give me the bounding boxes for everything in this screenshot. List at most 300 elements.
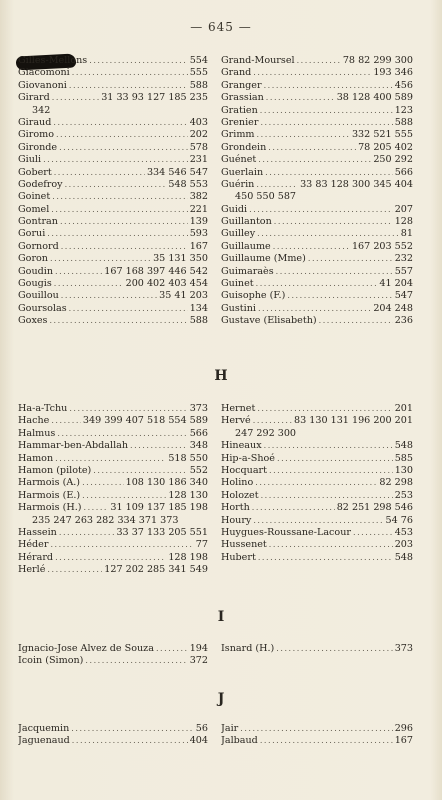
dot-leader — [297, 55, 341, 67]
index-entry — [18, 502, 208, 514]
index-entry — [221, 167, 413, 179]
dot-leader — [82, 490, 166, 502]
index-entry — [221, 67, 413, 79]
index-entry — [221, 465, 413, 477]
entry-name: Granger — [221, 79, 262, 91]
index-entry — [18, 655, 208, 667]
index-entry — [221, 527, 413, 539]
entry-pages: 201 — [394, 403, 413, 414]
dot-leader — [61, 290, 157, 302]
entry-name: Hussenet — [221, 539, 267, 551]
index-entry — [18, 453, 208, 465]
index-entry — [18, 179, 208, 191]
index-entry — [221, 502, 413, 514]
entry-name: Herlé — [18, 564, 46, 576]
index-entry — [18, 539, 208, 551]
entry-pages: 548 — [394, 551, 413, 563]
section-i-right-column — [221, 643, 413, 655]
dot-leader — [69, 403, 187, 415]
index-entry-continuation — [18, 515, 208, 527]
entry-name: Hassein — [18, 526, 57, 538]
dot-leader — [55, 266, 102, 278]
index-entry — [221, 723, 413, 735]
entry-pages: 593 — [189, 228, 208, 240]
entry-name: Guérin — [221, 178, 255, 190]
entry-name: Jair — [221, 723, 239, 734]
entry-name: Houry — [221, 514, 252, 526]
entry-pages: 236 — [394, 315, 413, 327]
section-g-left-column — [18, 55, 208, 328]
index-entry-continuation — [221, 191, 413, 203]
dot-leader — [260, 735, 393, 747]
entry-pages: 518 550 — [168, 452, 208, 464]
dot-leader — [43, 154, 188, 166]
index-entry — [221, 216, 413, 228]
dot-leader — [93, 465, 187, 477]
entry-name: 247 292 300 — [235, 427, 297, 439]
entry-name: Guisophe (F.) — [221, 290, 286, 302]
entry-pages: 585 — [394, 452, 413, 464]
dot-leader — [156, 643, 188, 655]
dot-leader — [61, 241, 188, 253]
entry-name: Ignacio-Jose Alvez de Souza — [18, 643, 154, 654]
dot-leader — [269, 465, 393, 477]
dot-leader — [84, 502, 109, 514]
entry-name: Goudin — [18, 265, 54, 277]
section-letter-i: I — [217, 609, 225, 625]
entry-name: Grand — [221, 67, 252, 79]
index-entry — [18, 723, 208, 735]
dot-leader — [55, 453, 166, 465]
section-j-left-column — [18, 723, 208, 748]
entry-name: Gouillou — [18, 290, 59, 302]
entry-pages: 203 — [394, 539, 413, 551]
index-entry — [18, 278, 208, 290]
index-entry — [221, 303, 413, 315]
entry-pages: 128 130 — [168, 489, 208, 501]
entry-pages: 56 — [195, 723, 208, 734]
dot-leader — [261, 490, 393, 502]
index-entry — [221, 552, 413, 564]
index-entry — [221, 80, 413, 92]
entry-name: Horth — [221, 502, 250, 514]
entry-name: Guénet — [221, 154, 257, 166]
entry-name: 235 247 263 282 334 371 373 — [32, 514, 179, 526]
index-entry — [18, 253, 208, 265]
dot-leader — [257, 403, 392, 415]
index-entry — [18, 735, 208, 747]
dot-leader — [276, 266, 393, 278]
index-entry — [221, 453, 413, 465]
entry-pages: 78 82 299 300 — [342, 55, 413, 66]
entry-name: Goxes — [18, 315, 48, 327]
entry-pages: 41 204 — [379, 278, 413, 290]
index-entry — [221, 92, 413, 104]
entry-name: Gilles-Mellons — [18, 55, 88, 66]
index-entry — [221, 477, 413, 489]
index-entry — [221, 278, 413, 290]
dot-leader — [265, 167, 393, 179]
entry-pages: 81 — [400, 228, 413, 240]
entry-pages: 332 521 555 — [351, 129, 413, 141]
entry-name: Gironde — [18, 141, 58, 153]
dot-leader — [72, 67, 188, 79]
dot-leader — [252, 502, 335, 514]
entry-name: Gomel — [18, 203, 50, 215]
dot-leader — [49, 315, 187, 327]
index-entry — [18, 241, 208, 253]
index-entry — [18, 415, 208, 427]
entry-pages: 232 — [394, 253, 413, 265]
index-entry — [221, 415, 413, 427]
dot-leader — [50, 539, 193, 551]
index-entry — [18, 117, 208, 129]
index-entry — [221, 179, 413, 191]
dot-leader — [85, 655, 187, 667]
entry-pages: 296 — [394, 723, 413, 734]
entry-name: Hamon — [18, 452, 54, 464]
index-entry — [221, 117, 413, 129]
entry-name: Héder — [18, 539, 49, 551]
entry-name: Godefroy — [18, 178, 63, 190]
entry-name: Giuli — [18, 154, 42, 166]
entry-name: Grondein — [221, 141, 267, 153]
entry-pages: 128 — [394, 216, 413, 228]
dot-leader — [287, 290, 392, 302]
entry-pages: 193 346 — [373, 67, 413, 79]
entry-name: Jacquemin — [18, 723, 70, 734]
entry-name: Hocquart — [221, 464, 267, 476]
entry-pages: 33 37 133 205 551 — [116, 526, 208, 538]
dot-leader — [266, 92, 335, 104]
index-entry — [221, 643, 413, 655]
entry-pages: 128 198 — [168, 551, 208, 563]
index-entry — [18, 527, 208, 539]
index-entry-continuation — [18, 105, 208, 117]
dot-leader — [60, 216, 188, 228]
index-entry — [221, 735, 413, 747]
index-entry — [221, 142, 413, 154]
dot-leader — [51, 204, 187, 216]
entry-pages: 167 168 397 446 542 — [104, 265, 208, 277]
entry-name: Gustini — [221, 302, 256, 314]
index-entry — [221, 515, 413, 527]
entry-name: Harmois (H.) — [18, 502, 82, 514]
entry-name: Hammar-ben-Abdallah — [18, 440, 129, 452]
dot-leader — [54, 278, 124, 290]
dot-leader — [256, 179, 298, 191]
entry-pages: 348 — [189, 440, 208, 452]
entry-pages: 373 — [189, 403, 208, 414]
index-entry — [221, 253, 413, 265]
dot-leader — [260, 105, 393, 117]
index-entry — [18, 67, 208, 79]
entry-name: Jaguenaud — [18, 735, 70, 747]
entry-pages: 588 — [189, 315, 208, 327]
entry-pages: 194 — [189, 643, 208, 654]
entry-name: Hervé — [221, 415, 251, 427]
entry-name: Holino — [221, 477, 254, 489]
index-entry — [18, 55, 208, 67]
entry-pages: 555 — [189, 67, 208, 79]
entry-name: Hache — [18, 415, 50, 427]
index-entry — [18, 204, 208, 216]
dot-leader — [256, 278, 378, 290]
section-letter-j: J — [217, 691, 225, 707]
dot-leader — [269, 539, 393, 551]
entry-pages: 349 399 407 518 554 589 — [82, 415, 208, 427]
entry-pages: 33 83 128 300 345 404 — [300, 178, 413, 190]
section-g-right-column — [221, 55, 413, 328]
dot-leader — [52, 191, 187, 203]
dot-leader — [52, 92, 99, 104]
dot-leader — [65, 179, 167, 191]
index-entry — [18, 80, 208, 92]
index-entry — [18, 428, 208, 440]
entry-pages: 588 — [394, 116, 413, 128]
entry-pages: 134 — [189, 302, 208, 314]
dot-leader — [253, 415, 292, 427]
dot-leader — [89, 55, 187, 67]
entry-name: Hamon (pilote) — [18, 464, 92, 476]
entry-pages: 253 — [394, 489, 413, 501]
entry-name: Hérard — [18, 551, 54, 563]
entry-pages: 221 — [189, 203, 208, 215]
dot-leader — [71, 723, 194, 735]
entry-pages: 566 — [394, 166, 413, 178]
index-entry — [18, 477, 208, 489]
dot-leader — [274, 216, 393, 228]
entry-name: Icoin (Simon) — [18, 655, 84, 667]
entry-pages: 202 — [189, 129, 208, 141]
entry-pages: 456 — [394, 79, 413, 91]
entry-name: Harmois (A.) — [18, 477, 81, 489]
dot-leader — [47, 228, 187, 240]
dot-leader — [276, 643, 392, 655]
entry-pages: 108 130 186 340 — [125, 477, 208, 489]
dot-leader — [59, 527, 115, 539]
entry-pages: 83 130 131 196 200 201 — [293, 415, 413, 427]
dot-leader — [72, 735, 188, 747]
index-entry — [18, 129, 208, 141]
entry-name: Harmois (E.) — [18, 489, 81, 501]
entry-pages: 38 128 400 589 — [336, 92, 413, 104]
entry-pages: 139 — [189, 216, 208, 228]
index-entry — [221, 129, 413, 141]
entry-name: Gorui — [18, 228, 46, 240]
entry-name: Goinet — [18, 191, 51, 203]
entry-name: Goron — [18, 253, 48, 265]
entry-name: Halmus — [18, 427, 56, 439]
dot-leader — [57, 428, 187, 440]
entry-name: Gougis — [18, 278, 52, 290]
entry-pages: 35 41 203 — [159, 290, 208, 302]
entry-pages: 403 — [189, 116, 208, 128]
dot-leader — [308, 253, 393, 265]
dot-leader — [82, 477, 124, 489]
entry-pages: 548 553 — [168, 178, 208, 190]
dot-leader — [130, 440, 188, 452]
entry-pages: 382 — [189, 191, 208, 203]
entry-pages: 82 298 — [379, 477, 413, 489]
dot-leader — [249, 204, 393, 216]
entry-pages: 78 205 402 — [358, 141, 413, 153]
index-entry — [221, 204, 413, 216]
index-entry — [18, 290, 208, 302]
entry-pages: 123 — [394, 104, 413, 116]
entry-pages: 207 — [394, 203, 413, 215]
index-entry — [18, 564, 208, 576]
index-entry — [221, 539, 413, 551]
entry-name: Guillaume (Mme) — [221, 253, 306, 265]
index-entry — [221, 490, 413, 502]
dot-leader — [69, 303, 188, 315]
entry-pages: 31 33 93 127 185 235 — [101, 92, 208, 104]
index-entry — [18, 266, 208, 278]
index-entry — [18, 167, 208, 179]
entry-pages: 77 — [195, 539, 208, 551]
entry-name: Huygues-Roussane-Lacour — [221, 526, 351, 538]
index-entry — [221, 55, 413, 67]
index-entry — [221, 154, 413, 166]
entry-name: Guilley — [221, 228, 256, 240]
dot-leader — [240, 723, 392, 735]
entry-pages: 31 109 137 185 198 — [110, 502, 208, 514]
dot-leader — [353, 527, 393, 539]
entry-name: Grimm — [221, 129, 255, 141]
entry-name: 450 550 587 — [235, 191, 297, 203]
dot-leader — [258, 154, 371, 166]
entry-pages: 231 — [189, 154, 208, 166]
index-entry — [18, 142, 208, 154]
entry-name: Jalbaud — [221, 735, 258, 747]
entry-name: Gustave (Elisabeth) — [221, 315, 317, 327]
dot-leader — [277, 453, 393, 465]
dot-leader — [255, 477, 377, 489]
index-entry — [18, 315, 208, 327]
index-entry — [18, 490, 208, 502]
entry-name: Hernet — [221, 403, 256, 414]
entry-name: Goursolas — [18, 302, 67, 314]
dot-leader — [59, 142, 188, 154]
index-entry — [221, 315, 413, 327]
index-entry — [221, 266, 413, 278]
index-entry — [18, 643, 208, 655]
dot-leader — [258, 303, 371, 315]
entry-pages: 130 — [394, 464, 413, 476]
index-entry — [18, 154, 208, 166]
entry-pages: 82 251 298 546 — [336, 502, 413, 514]
index-entry — [221, 403, 413, 415]
entry-name: Grassian — [221, 92, 264, 104]
index-entry — [18, 440, 208, 452]
entry-name: Guinet — [221, 278, 254, 290]
dot-leader — [55, 552, 166, 564]
index-entry — [18, 552, 208, 564]
index-entry — [221, 241, 413, 253]
index-entry — [221, 105, 413, 117]
dot-leader — [53, 117, 187, 129]
index-entry — [18, 403, 208, 415]
entry-name: Guidi — [221, 203, 248, 215]
entry-pages: 373 — [394, 643, 413, 654]
dot-leader — [54, 167, 145, 179]
dot-leader — [253, 515, 383, 527]
index-entry — [18, 303, 208, 315]
entry-pages: 167 203 552 — [351, 240, 413, 252]
entry-pages: 54 76 — [385, 514, 413, 526]
entry-name: Hip-a-Shoé — [221, 452, 275, 464]
index-entry — [18, 216, 208, 228]
section-h-right-column — [221, 403, 413, 564]
index-entry — [18, 465, 208, 477]
entry-name: Isnard (H.) — [221, 643, 275, 654]
dot-leader — [264, 440, 393, 452]
section-j-right-column — [221, 723, 413, 748]
dot-leader — [268, 142, 356, 154]
dot-leader — [47, 564, 102, 576]
entry-pages: 453 — [394, 526, 413, 538]
entry-name: Guillanton — [221, 216, 272, 228]
dot-leader — [50, 253, 151, 265]
entry-pages: 334 546 547 — [146, 166, 208, 178]
entry-pages: 250 292 — [373, 154, 413, 166]
entry-pages: 127 202 285 341 549 — [104, 564, 208, 576]
dot-leader — [264, 80, 393, 92]
dot-leader — [258, 552, 393, 564]
entry-name: Hubert — [221, 551, 256, 563]
entry-pages: 167 — [189, 240, 208, 252]
entry-pages: 547 — [394, 290, 413, 302]
index-entry — [18, 191, 208, 203]
entry-name: Girard — [18, 92, 50, 104]
entry-name: Guerlain — [221, 166, 264, 178]
dot-leader — [253, 67, 371, 79]
entry-pages: 557 — [394, 265, 413, 277]
entry-pages: 566 — [189, 427, 208, 439]
entry-name: Giromo — [18, 129, 54, 141]
dot-leader — [257, 228, 399, 240]
entry-pages: 404 — [189, 735, 208, 747]
entry-name: 342 — [32, 104, 51, 116]
entry-name: Grand-Moursel — [221, 55, 295, 66]
entry-name: Giraud — [18, 116, 52, 128]
index-entry-continuation — [221, 428, 413, 440]
dot-leader — [69, 80, 188, 92]
entry-name: Guillaume — [221, 240, 271, 252]
entry-pages: 578 — [189, 141, 208, 153]
index-entry — [221, 228, 413, 240]
section-h-left-column — [18, 403, 208, 576]
dot-leader — [319, 315, 393, 327]
entry-pages: 167 — [394, 735, 413, 747]
dot-leader — [273, 241, 350, 253]
entry-name: Giovanoni — [18, 79, 67, 91]
page-number: — 645 — — [190, 20, 252, 34]
entry-pages: 204 248 — [373, 302, 413, 314]
entry-name: Gontran — [18, 216, 58, 228]
entry-pages: 588 — [189, 79, 208, 91]
entry-name: Hineaux — [221, 440, 262, 452]
entry-name: Gornord — [18, 240, 59, 252]
dot-leader — [51, 415, 81, 427]
entry-name: Gobert — [18, 166, 52, 178]
entry-name: Holozet — [221, 489, 259, 501]
entry-pages: 372 — [189, 655, 208, 667]
entry-pages: 552 — [189, 464, 208, 476]
section-i-left-column — [18, 643, 208, 668]
index-entry — [18, 228, 208, 240]
